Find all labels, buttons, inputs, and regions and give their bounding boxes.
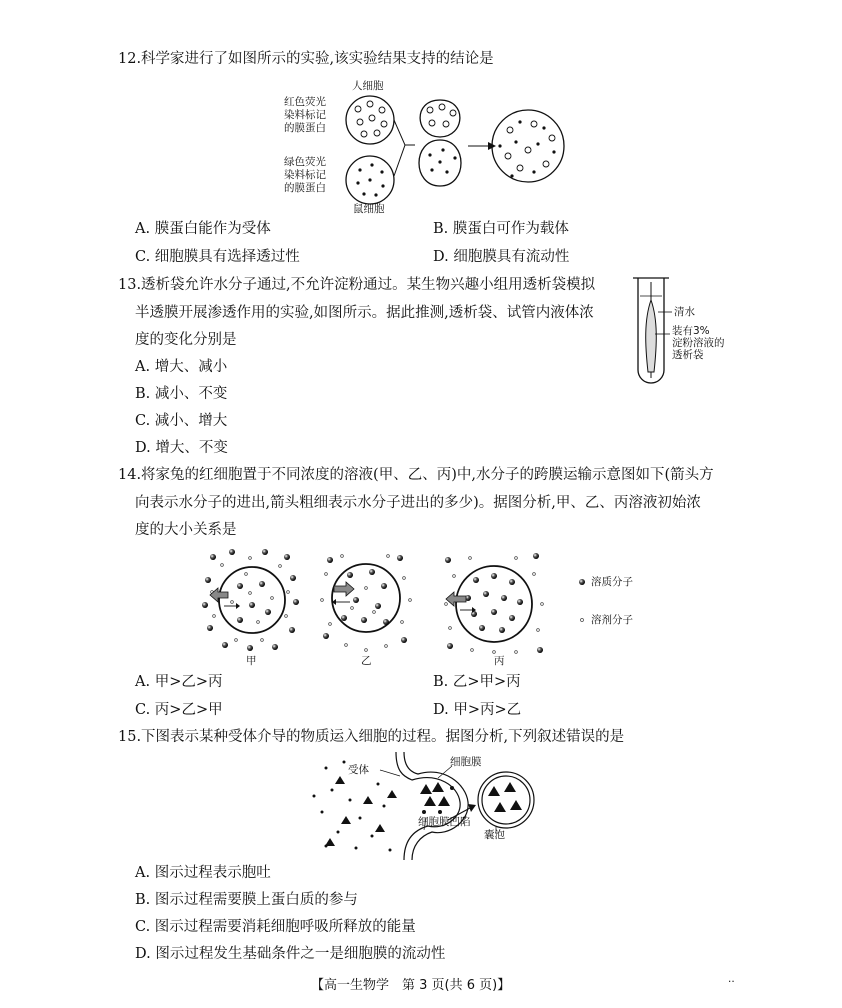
q13-stem-line-2: 半透膜开展渗透作用的实验,如图所示。据此推测,透析袋、试管内液体浓: [135, 305, 594, 321]
q14-stem-line-3: 度的大小关系是: [135, 522, 237, 538]
q15-option-d[interactable]: D. 图示过程发生基础条件之一是细胞膜的流动性: [135, 946, 446, 962]
q12-human-cell-label: 人细胞: [352, 80, 384, 92]
q14-label-yi: 乙: [361, 655, 372, 667]
q12-red-label-3: 的膜蛋白: [284, 122, 326, 134]
q12-green-label-1: 绿色荧光: [284, 156, 326, 168]
q13-bag-label-1: 装有3%: [672, 325, 710, 337]
q13-bag-label-3: 透析袋: [672, 349, 704, 361]
q15-membrane-label: 细胞膜: [450, 756, 482, 768]
q14-option-d[interactable]: D. 甲>丙>乙: [433, 702, 522, 718]
q13-stem-line-3: 度的变化分别是: [135, 332, 237, 348]
q15-vesicle-label: 囊泡: [484, 829, 505, 841]
q12-option-c[interactable]: C. 细胞膜具有选择透过性: [135, 249, 300, 265]
corner-mark: ··: [728, 976, 735, 988]
q15-receptor-label: 受体: [348, 764, 369, 776]
q12-red-label-1: 红色荧光: [284, 96, 326, 108]
q13-option-b[interactable]: B. 减小、不变: [135, 386, 228, 402]
page-footer: 【高一生物学 第 3 页(共 6 页)】: [311, 978, 511, 993]
q14-legend-solvent: 溶剂分子: [591, 614, 633, 626]
q12-option-b[interactable]: B. 膜蛋白可作为载体: [433, 221, 569, 237]
q13-water-label: 清水: [674, 306, 695, 318]
q14-stem-line-1: 14.将家兔的红细胞置于不同浓度的溶液(甲、乙、丙)中,水分子的跨膜运输示意图如下(箭头方: [118, 467, 714, 483]
q13-option-d[interactable]: D. 增大、不变: [135, 440, 228, 456]
q13-stem-line-1: 13.透析袋允许水分子通过,不允许淀粉通过。某生物兴趣小组用透析袋模拟: [118, 277, 596, 293]
q15-pit-label: 细胞膜凹陷: [418, 816, 471, 828]
q12-option-d[interactable]: D. 细胞膜具有流动性: [433, 249, 570, 265]
q12-stem: 12.科学家进行了如图所示的实验,该实验结果支持的结论是: [118, 51, 494, 67]
q15-option-c[interactable]: C. 图示过程需要消耗细胞呼吸所释放的能量: [135, 919, 416, 935]
q12-red-label-2: 染料标记: [284, 109, 326, 121]
q12-green-label-3: 的膜蛋白: [284, 182, 326, 194]
q14-option-c[interactable]: C. 丙>乙>甲: [135, 702, 223, 718]
q12-mouse-cell-label: 鼠细胞: [353, 203, 385, 215]
q15-option-a[interactable]: A. 图示过程表示胞吐: [135, 865, 271, 881]
q14-option-b[interactable]: B. 乙>甲>丙: [433, 674, 521, 690]
q12-option-a[interactable]: A. 膜蛋白能作为受体: [135, 221, 271, 237]
q14-label-jia: 甲: [246, 655, 257, 667]
q15-stem: 15.下图表示某种受体介导的物质运入细胞的过程。据图分析,下列叙述错误的是: [118, 729, 625, 745]
q14-option-a[interactable]: A. 甲>乙>丙: [135, 674, 223, 690]
q13-option-c[interactable]: C. 减小、增大: [135, 413, 228, 429]
q14-stem-line-2: 向表示水分子的进出,箭头粗细表示水分子进出的多少)。据图分析,甲、乙、丙溶液初始浓: [135, 495, 701, 511]
q14-label-bing: 丙: [494, 655, 505, 667]
q13-option-a[interactable]: A. 增大、减小: [135, 359, 228, 375]
q12-green-label-2: 染料标记: [284, 169, 326, 181]
q14-legend-solute: 溶质分子: [591, 576, 633, 588]
q13-bag-label-2: 淀粉溶液的: [672, 337, 725, 349]
q15-option-b[interactable]: B. 图示过程需要膜上蛋白质的参与: [135, 892, 358, 908]
